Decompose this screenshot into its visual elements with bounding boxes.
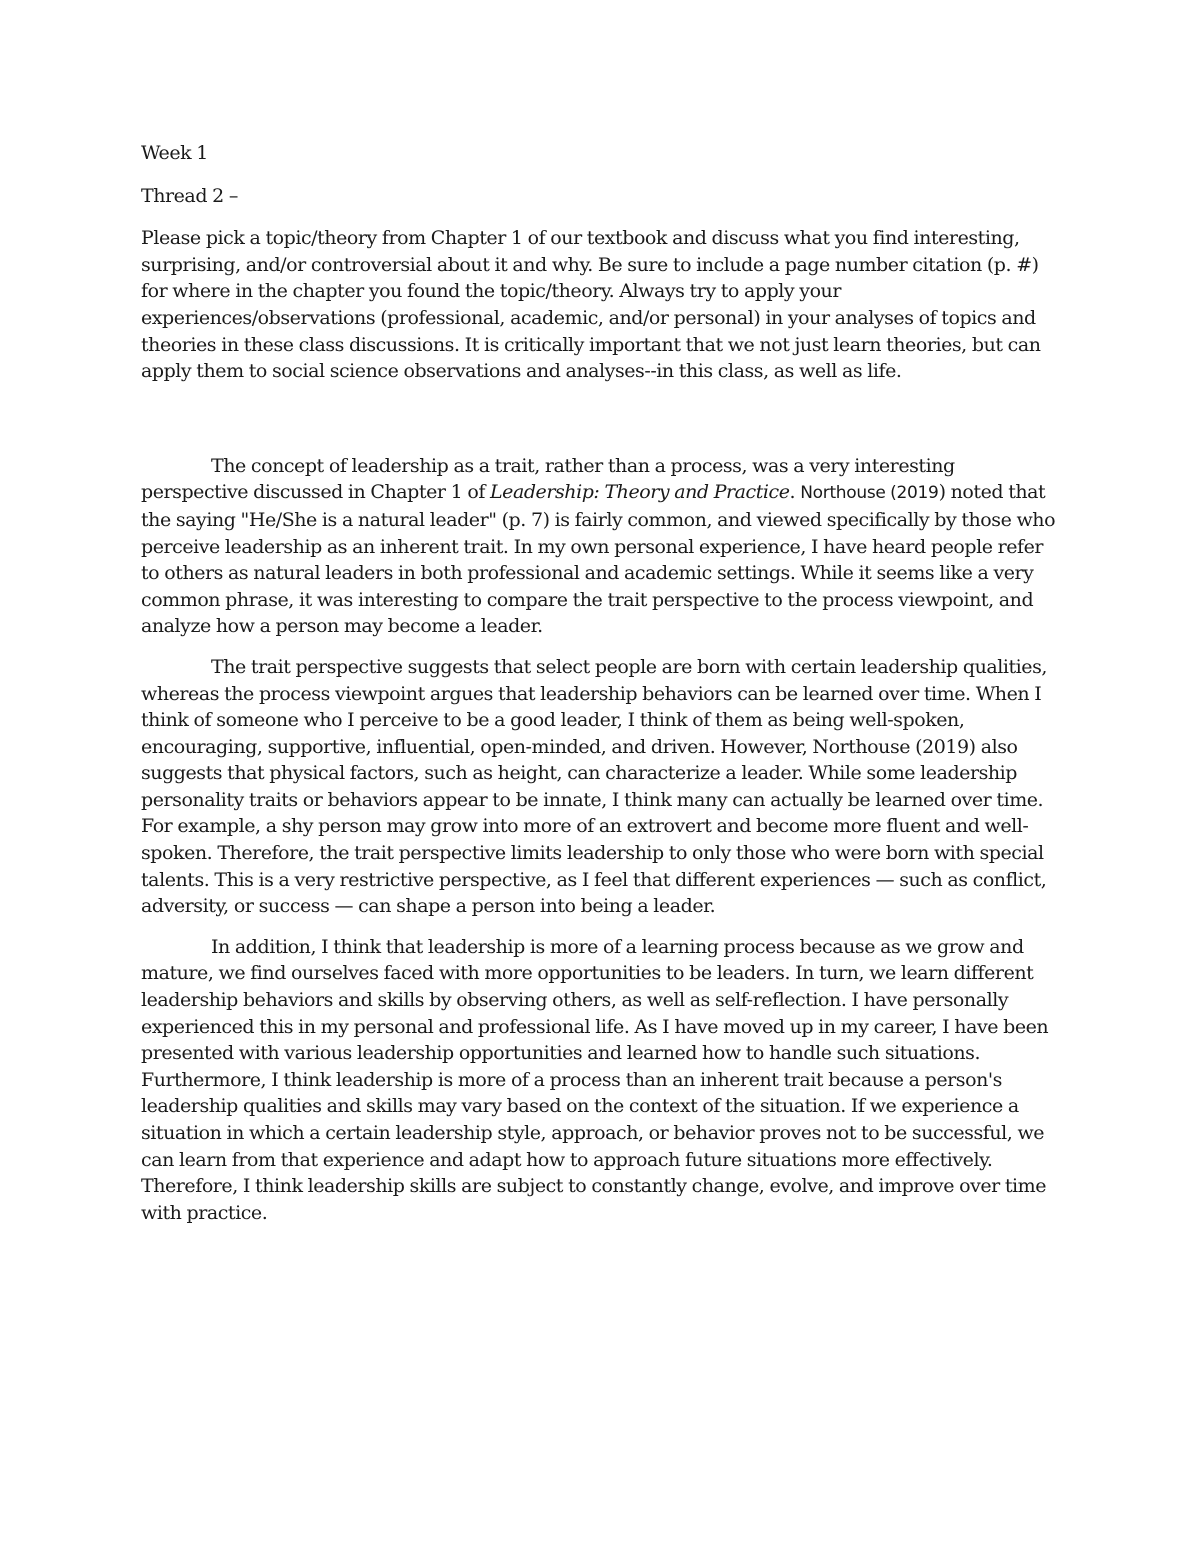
document-page [141, 140, 1066, 1240]
essay-paragraph-1 [141, 453, 1066, 640]
paragraph-1-text-c: ) noted that the saying "He/She is a natural leader" (p. 7) is fairly common, and viewed specifically by those who perceive leadership as an inherent trait. In my own personal experience, I have heard people refer to others as natural leaders in both professional and academic settings. While it seems like a very common phrase, it was interesting to compare the trait perspective to the process viewpoint, and analyze how a person may become a leader. [141, 481, 1056, 638]
week-heading: Week 1 [141, 142, 208, 164]
thread-heading: Thread 2 – [141, 184, 238, 207]
author-citation: Northouse (2019 [800, 483, 939, 504]
paragraph-1-text-a: The concept of leadership as a trait, rather than a process, was a very interesting perspective discussed in Chapter 1 of [141, 454, 955, 504]
discussion-prompt: Please pick a topic/theory from Chapter 1 of our textbook and discuss what you find interesting, surprising, and/or controversial about it and why. Be sure to include a page number citation (p. #) for where in the chapter you found the topic/theory. Always try to apply your experiences/observations (professional, academic, and/or personal) in your analyses of topics and theories in these class discussions. It is critically important that we not just learn theories, but can apply them to social science observations and analyses--in this class, as well as life. [141, 227, 1041, 383]
essay-paragraph-3: In addition, I think that leadership is more of a learning process because as we grow and mature, we find ourselves faced with more opportunities to be leaders. In turn, we learn different leadership behaviors and skills by observing others, as well as self-reflection. I have personally experienced this in my personal and professional life. As I have moved up in my career, I have been presented with various leadership opportunities and learned how to handle such situations. Furthermore, I think leadership is more of a process than an inherent trait because a person's leadership qualities and skills may vary based on the context of the situation. If we experience a situation in which a certain leadership style, approach, or behavior proves not to be successful, we can learn from that experience and adapt how to approach future situations more effectively. Therefore, I think leadership skills are subject to constantly change, evolve, and improve over time with practice. [141, 935, 1049, 1224]
essay-body [141, 453, 1066, 1227]
essay-paragraph-2: The trait perspective suggests that select people are born with certain leadership qualities, whereas the process viewpoint argues that leadership behaviors can be learned over time. When I think of someone who I perceive to be a good leader, I think of them as being well-spoken, encouraging, supportive, influential, open-minded, and driven. However, Northouse (2019) also suggests that physical factors, such as height, can characterize a leader. While some leadership personality traits or behaviors appear to be innate, I think many can actually be learned over time. For example, a shy person may grow into more of an extrovert and become more fluent and well-spoken. Therefore, the trait perspective limits leadership to only those who were born with special talents. This is a very restrictive perspective, as I feel that different experiences — such as conflict, adversity, or success — can shape a person into being a leader. [141, 655, 1047, 918]
paragraph-1-text-b: . [789, 481, 801, 504]
book-title: Leadership: Theory and Practice [490, 481, 790, 504]
